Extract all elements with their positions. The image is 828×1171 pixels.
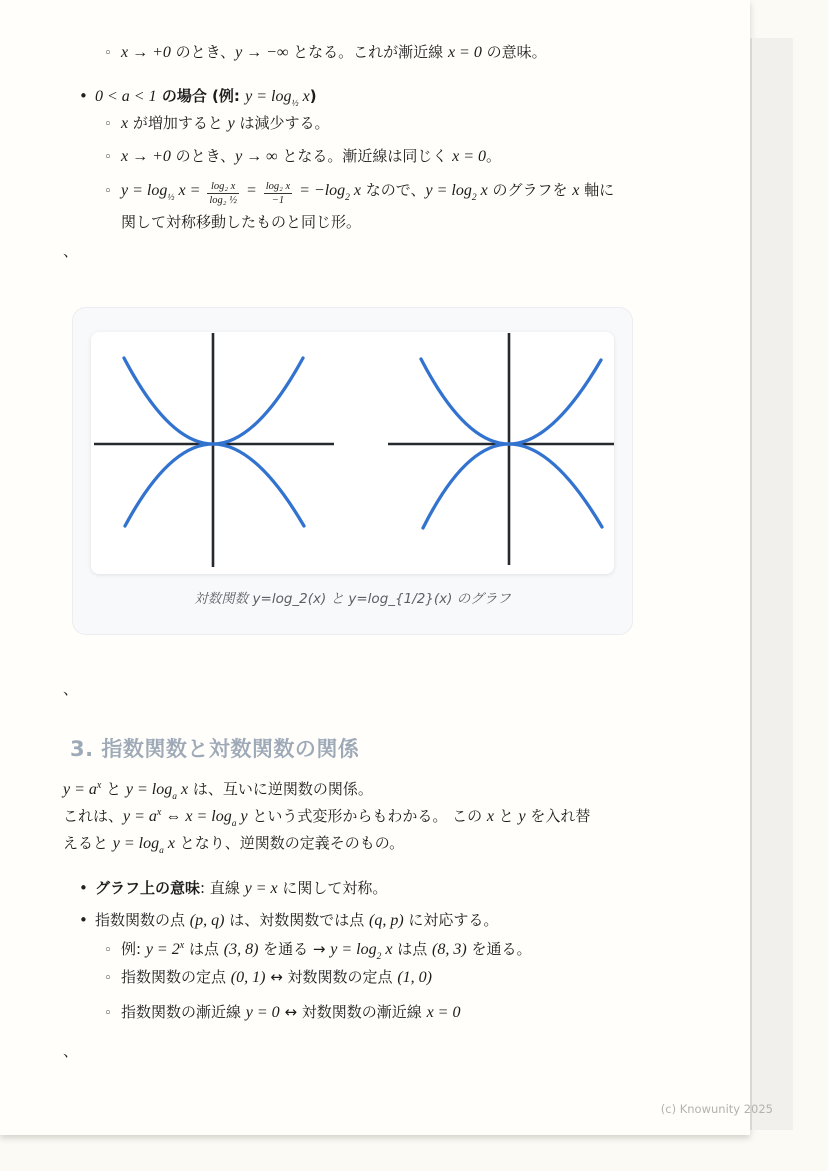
text-segment: x: [156, 807, 162, 818]
text-segment: 2: [376, 952, 382, 962]
text-segment: の場合 (例:: [156, 87, 246, 105]
text-segment: y: [236, 808, 248, 825]
list-item: [79, 86, 317, 107]
text-segment: x → +0: [121, 44, 171, 61]
text-segment: という式変形からもわかる。 この: [247, 807, 487, 825]
text-segment: が増加すると: [128, 114, 228, 132]
text-segment: x: [476, 182, 488, 200]
copyright-watermark: (c) Knowunity 2025: [660, 1102, 773, 1116]
text-segment: 指数関数の点: [95, 911, 190, 929]
paragraph-line: [63, 833, 404, 854]
text-segment: : 直線: [200, 879, 245, 897]
text-segment: y = 2: [145, 941, 180, 958]
text-segment: 軸に: [579, 181, 615, 200]
list-item: [104, 939, 531, 961]
text-segment: y = x: [244, 880, 278, 897]
circle-bullet-icon: ◦: [104, 184, 112, 200]
text-segment: $\frac{\text{log₂ x}}{-1}$: [265, 181, 291, 207]
text-segment: は点: [392, 940, 433, 958]
log-graphs-svg: [91, 332, 614, 574]
text-segment: 関して対称移動したものと同じ形。: [121, 213, 362, 231]
circle-bullet-icon: ◦: [104, 150, 112, 165]
text-segment: を通る →: [258, 940, 331, 958]
text-segment: x: [486, 808, 494, 825]
list-item: [104, 1002, 460, 1024]
list-item: [104, 113, 330, 135]
text-segment: y → −∞: [235, 44, 289, 61]
figure-caption: 対数関数 y=log_2(x) と y=log_{1/2}(x) のグラフ: [194, 591, 511, 607]
graph-image: [91, 332, 614, 574]
list-item: [104, 42, 547, 64]
text-segment: x: [163, 835, 175, 852]
text-segment: ↔ 対数関数の漸近線: [279, 1003, 427, 1021]
text-line: [121, 147, 501, 165]
text-segment: を通る。: [466, 940, 532, 958]
text-line: [121, 181, 615, 207]
text-segment: y = log: [330, 941, 377, 958]
text-segment: 。: [486, 147, 502, 165]
text-segment: のグラフを: [487, 181, 573, 200]
text-segment: ½: [291, 99, 299, 109]
text-segment: x: [177, 781, 189, 798]
text-segment: y = log: [121, 182, 168, 200]
text-segment: x = 0: [452, 148, 487, 165]
text-line: [121, 212, 361, 232]
disc-bullet-icon: •: [79, 911, 88, 929]
disc-bullet-icon: •: [79, 87, 88, 105]
text-segment: これは、: [63, 807, 124, 825]
text-line: [95, 911, 498, 929]
text-line: [121, 968, 432, 986]
text-segment: a: [231, 819, 237, 829]
stray-comma: 、: [63, 242, 79, 260]
text-segment: ): [309, 87, 317, 105]
list-item: [104, 180, 614, 207]
text-segment: は、互いに逆関数の関係。: [188, 780, 373, 798]
text-line: [63, 807, 591, 829]
text-segment: と: [101, 780, 126, 798]
text-segment: (0, 1): [230, 969, 266, 986]
text-segment: となる。これが漸近線: [288, 43, 448, 61]
text-segment: y = log: [425, 182, 472, 200]
text-line: [121, 940, 532, 962]
text-line: [95, 87, 317, 109]
text-segment: を入れ替: [525, 807, 591, 825]
text-segment: となり、逆関数の定義そのもの。: [174, 834, 405, 852]
text-segment: ½: [167, 193, 175, 204]
text-segment: 指数関数の定点: [121, 968, 231, 986]
text-segment: のとき、: [170, 147, 236, 165]
text-segment: のとき、: [170, 43, 236, 61]
text-segment: と: [494, 807, 519, 825]
text-line: [63, 834, 405, 856]
text-segment: x: [572, 182, 580, 200]
circle-bullet-icon: ◦: [104, 117, 112, 132]
disc-bullet-icon: •: [79, 879, 88, 897]
text-segment: に関して対称。: [277, 879, 388, 897]
text-segment: 0 < a < 1: [95, 88, 157, 105]
text-segment: 2: [471, 193, 477, 204]
text-segment: y = 0: [245, 1004, 280, 1021]
text-segment: = −log: [295, 182, 346, 200]
text-segment: の意味。: [481, 43, 547, 61]
text-segment: に対応する。: [403, 911, 499, 929]
text-line: [95, 879, 387, 897]
text-line: [121, 43, 547, 61]
list-item: [104, 146, 501, 168]
text-segment: (p, q): [189, 912, 225, 929]
text-segment: (3, 8): [223, 941, 259, 958]
side-page-strip: [750, 38, 793, 1130]
text-segment: ↔ 対数関数の定点: [265, 968, 398, 986]
text-segment: x → +0: [121, 148, 171, 165]
stray-comma: 、: [63, 1042, 79, 1060]
text-segment: x = 0: [426, 1004, 461, 1021]
text-segment: y = log: [125, 781, 173, 798]
text-segment: は、対数関数では点: [224, 911, 369, 929]
text-segment: x: [121, 115, 129, 132]
text-segment: x: [96, 780, 102, 791]
log-curve-lower: [423, 444, 602, 528]
text-segment: x: [349, 182, 362, 200]
text-segment: えると: [63, 834, 113, 852]
text-segment: y = a: [63, 781, 97, 798]
text-segment: y: [518, 808, 526, 825]
list-item: [104, 967, 432, 989]
text-segment: 2: [345, 193, 350, 204]
list-item: [79, 910, 498, 931]
text-segment: は減少する。: [234, 114, 330, 132]
section-heading: 3. 指数関数と対数関数の関係: [70, 737, 360, 761]
text-line: [121, 114, 330, 132]
text-segment: y = a: [123, 808, 157, 825]
paragraph-line: [63, 806, 590, 827]
text-segment: は点: [184, 940, 224, 958]
text-segment: x =: [174, 182, 205, 200]
text-segment: x: [179, 940, 185, 951]
text-line: [63, 780, 373, 802]
text-segment: 例:: [121, 940, 146, 958]
text-line: [121, 1003, 460, 1021]
text-segment: y → ∞: [235, 148, 278, 165]
log-curve-lower: [125, 444, 304, 526]
text-segment: (8, 3): [432, 941, 467, 958]
text-segment: ⇔ x = log: [161, 808, 232, 825]
text-segment: y = log: [112, 835, 160, 852]
text-segment: x = 0: [447, 44, 482, 61]
circle-bullet-icon: ◦: [104, 1006, 112, 1021]
circle-bullet-icon: ◦: [104, 943, 112, 958]
text-segment: 指数関数の漸近線: [121, 1003, 246, 1021]
stray-comma: 、: [63, 680, 79, 698]
text-segment: a: [172, 792, 177, 802]
figure-card: [72, 307, 633, 635]
circle-bullet-icon: ◦: [104, 46, 112, 61]
paragraph-line: [63, 779, 373, 800]
text-segment: =: [241, 182, 261, 200]
text-segment: (q, p): [368, 912, 404, 929]
circle-bullet-icon: ◦: [104, 971, 112, 986]
text-segment: $\frac{\text{log₂ x}}{\text{log₂ ½}}$: [209, 181, 237, 207]
text-segment: となる。漸近線は同じく: [277, 147, 453, 165]
text-segment: x: [298, 88, 310, 105]
text-segment: y: [227, 115, 235, 132]
text-segment: グラフ上の意味: [95, 879, 201, 897]
text-segment: x: [381, 941, 393, 958]
list-item: [79, 878, 387, 899]
text-line: [121, 213, 361, 231]
text-segment: y = log: [245, 88, 292, 105]
text-segment: a: [159, 846, 164, 856]
text-segment: (1, 0): [397, 969, 432, 986]
log-curve-upper: [421, 359, 601, 444]
text-segment: なので、: [361, 181, 426, 200]
